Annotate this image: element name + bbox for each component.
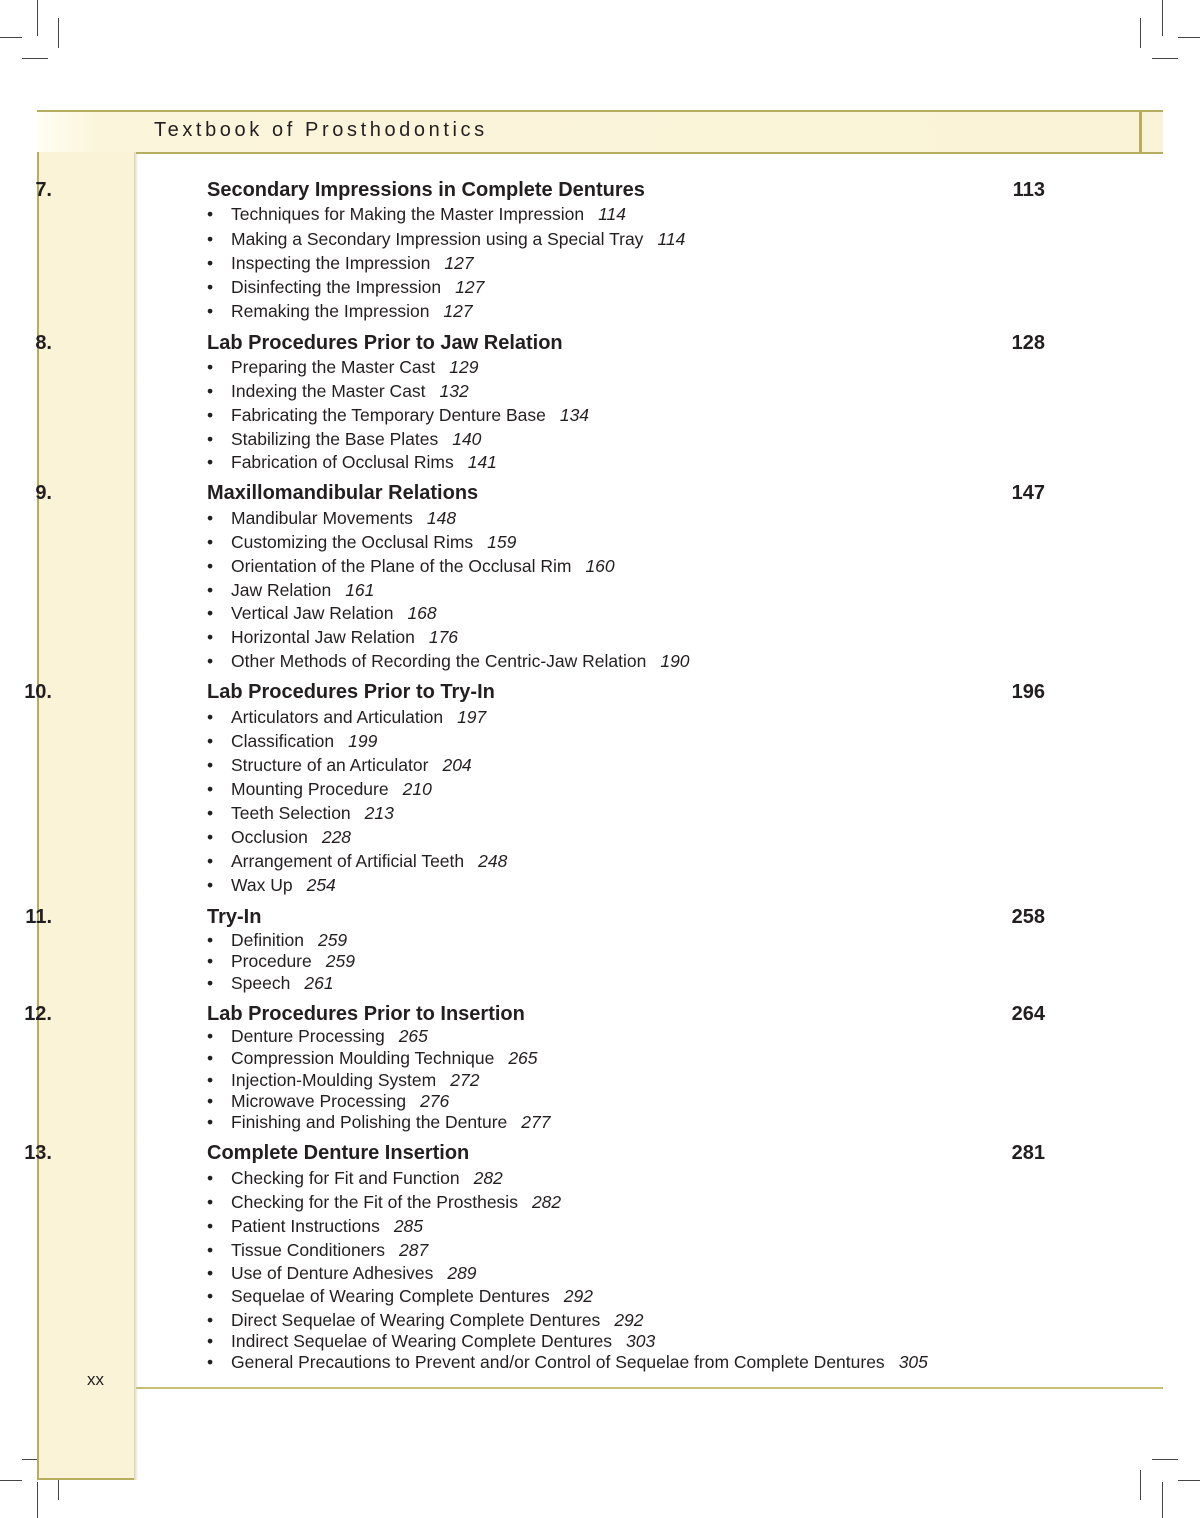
bullet-icon: • bbox=[207, 930, 214, 950]
bullet-icon: • bbox=[207, 301, 214, 321]
toc-entry[interactable] bbox=[207, 803, 394, 824]
entry-page: 261 bbox=[304, 973, 334, 993]
running-header-title: Textbook of Prosthodontics bbox=[154, 119, 488, 141]
bullet-icon: • bbox=[207, 452, 214, 472]
bullet-icon: • bbox=[207, 951, 214, 971]
chapter-title[interactable]: Maxillomandibular Relations bbox=[207, 482, 479, 504]
toc-entry[interactable] bbox=[207, 973, 334, 994]
chapter-number: 7. bbox=[35, 179, 52, 201]
entry-page: 148 bbox=[426, 508, 457, 528]
entry-page: 272 bbox=[450, 1070, 480, 1090]
toc-entry[interactable] bbox=[207, 851, 507, 872]
bullet-icon: • bbox=[207, 827, 214, 847]
entry-page: 210 bbox=[402, 779, 432, 799]
bullet-icon: • bbox=[207, 1026, 214, 1046]
chapter-title[interactable]: Secondary Impressions in Complete Dentures bbox=[207, 179, 645, 201]
entry-page: 159 bbox=[487, 532, 517, 552]
entry-page: 134 bbox=[559, 405, 590, 425]
toc-entry[interactable] bbox=[207, 204, 626, 225]
toc-entry[interactable] bbox=[207, 1310, 644, 1331]
entry-page: 127 bbox=[444, 253, 474, 273]
entry-title: Structure of an Articulator bbox=[231, 755, 429, 775]
entry-title: Sequelae of Wearing Complete Dentures bbox=[231, 1286, 550, 1306]
entry-title: Customizing the Occlusal Rims bbox=[231, 532, 474, 552]
entry-page: 228 bbox=[321, 827, 352, 847]
entry-title: Classification bbox=[231, 731, 335, 751]
entry-title: Definition bbox=[231, 930, 304, 950]
entry-title: Remaking the Impression bbox=[231, 301, 430, 321]
bullet-icon: • bbox=[207, 1216, 214, 1236]
chapter-title[interactable]: Lab Procedures Prior to Try-In bbox=[207, 681, 495, 703]
header-rule bbox=[136, 152, 1163, 154]
entry-page: 292 bbox=[614, 1310, 644, 1330]
bullet-icon: • bbox=[207, 779, 214, 799]
bullet-icon: • bbox=[207, 1240, 214, 1260]
bullet-icon: • bbox=[207, 651, 214, 671]
bullet-icon: • bbox=[207, 556, 214, 576]
entry-title: Use of Denture Adhesives bbox=[231, 1263, 434, 1283]
bullet-icon: • bbox=[207, 253, 214, 273]
chapter-number: 10. bbox=[24, 681, 52, 703]
toc-entry[interactable] bbox=[207, 452, 497, 473]
toc-entry[interactable] bbox=[207, 508, 456, 529]
bullet-icon: • bbox=[207, 803, 214, 823]
bullet-icon: • bbox=[207, 1091, 214, 1111]
toc-entry[interactable] bbox=[207, 1026, 428, 1047]
bullet-icon: • bbox=[207, 532, 214, 552]
entry-page: 176 bbox=[428, 627, 459, 647]
entry-page: 265 bbox=[508, 1048, 538, 1068]
toc-entry[interactable] bbox=[207, 405, 589, 426]
entry-page: 127 bbox=[455, 277, 485, 297]
chapter-page: 128 bbox=[1011, 332, 1045, 354]
crop-mark bbox=[1152, 58, 1178, 59]
crop-mark bbox=[1162, 1482, 1163, 1518]
entry-page: 292 bbox=[563, 1286, 593, 1306]
entry-title: Techniques for Making the Master Impression bbox=[231, 204, 585, 224]
entry-title: Articulators and Articulation bbox=[231, 707, 444, 727]
entry-title: Compression Moulding Technique bbox=[231, 1048, 495, 1068]
bullet-icon: • bbox=[207, 229, 214, 249]
chapter-number: 12. bbox=[24, 1003, 52, 1025]
crop-mark bbox=[37, 1482, 38, 1518]
chapter-page: 196 bbox=[1011, 681, 1045, 703]
entry-page: 248 bbox=[478, 851, 508, 871]
page-number: xx bbox=[87, 1370, 104, 1389]
entry-title: Vertical Jaw Relation bbox=[231, 603, 394, 623]
toc-entry[interactable] bbox=[207, 731, 377, 752]
bullet-icon: • bbox=[207, 1192, 214, 1212]
toc-entry[interactable] bbox=[207, 1192, 561, 1213]
bullet-icon: • bbox=[207, 1352, 214, 1372]
bullet-icon: • bbox=[207, 851, 214, 871]
chapter-number: 11. bbox=[25, 906, 52, 928]
bullet-icon: • bbox=[207, 1168, 214, 1188]
chapter-number: 8. bbox=[35, 332, 52, 354]
entry-title: Checking for Fit and Function bbox=[231, 1168, 460, 1188]
chapter-page: 113 bbox=[1012, 179, 1045, 201]
entry-title: Mounting Procedure bbox=[231, 779, 389, 799]
entry-page: 197 bbox=[457, 707, 487, 727]
entry-title: Speech bbox=[231, 973, 291, 993]
entry-page: 259 bbox=[325, 951, 355, 971]
chapter-title[interactable]: Complete Denture Insertion bbox=[207, 1142, 470, 1164]
entry-page: 114 bbox=[598, 204, 626, 224]
entry-title: Injection-Moulding System bbox=[231, 1070, 437, 1090]
chapter-number: 9. bbox=[35, 482, 52, 504]
entry-title: Jaw Relation bbox=[231, 580, 332, 600]
entry-title: Inspecting the Impression bbox=[231, 253, 431, 273]
entry-page: 141 bbox=[467, 452, 497, 472]
bullet-icon: • bbox=[207, 1331, 214, 1351]
entry-page: 161 bbox=[345, 580, 375, 600]
toc-entry[interactable] bbox=[207, 603, 437, 624]
entry-page: 254 bbox=[306, 875, 336, 895]
entry-title: Fabrication of Occlusal Rims bbox=[231, 452, 454, 472]
header-rule bbox=[1139, 110, 1142, 153]
bullet-icon: • bbox=[207, 381, 214, 401]
entry-title: Microwave Processing bbox=[231, 1091, 407, 1111]
entry-page: 213 bbox=[364, 803, 394, 823]
toc-entry[interactable] bbox=[207, 229, 685, 250]
chapter-number: 13. bbox=[24, 1142, 52, 1164]
entry-page: 132 bbox=[439, 381, 469, 401]
entry-title: Checking for the Fit of the Prosthesis bbox=[231, 1192, 518, 1212]
entry-page: 287 bbox=[399, 1240, 429, 1260]
entry-page: 168 bbox=[407, 603, 437, 623]
toc-entry[interactable] bbox=[207, 755, 472, 776]
crop-mark bbox=[1140, 1470, 1141, 1500]
bullet-icon: • bbox=[207, 429, 214, 449]
entry-page: 199 bbox=[348, 731, 378, 751]
toc-entry[interactable] bbox=[207, 1091, 449, 1112]
toc-entry[interactable] bbox=[207, 875, 336, 896]
entry-title: Wax Up bbox=[231, 875, 293, 895]
toc-entry[interactable] bbox=[207, 930, 347, 951]
entry-page: 277 bbox=[521, 1112, 551, 1132]
entry-title: Occlusion bbox=[231, 827, 308, 847]
crop-mark bbox=[37, 0, 38, 36]
entry-title: Arrangement of Artificial Teeth bbox=[231, 851, 465, 871]
entry-page: 160 bbox=[585, 556, 615, 576]
margin-band bbox=[37, 152, 137, 1480]
crop-mark bbox=[0, 37, 22, 38]
chapter-title[interactable]: Lab Procedures Prior to Jaw Relation bbox=[207, 332, 563, 354]
entry-page: 114 bbox=[657, 229, 686, 249]
entry-title: Mandibular Movements bbox=[231, 508, 413, 528]
toc-entry[interactable] bbox=[207, 779, 432, 800]
entry-page: 285 bbox=[393, 1216, 424, 1236]
entry-page: 282 bbox=[531, 1192, 562, 1212]
toc-entry[interactable] bbox=[207, 357, 478, 378]
entry-title: Stabilizing the Base Plates bbox=[231, 429, 439, 449]
toc-entry[interactable] bbox=[207, 1048, 538, 1069]
toc-entry[interactable] bbox=[207, 707, 486, 728]
entry-title: Disinfecting the Impression bbox=[231, 277, 442, 297]
toc-entry[interactable] bbox=[207, 651, 690, 672]
entry-title: Indirect Sequelae of Wearing Complete Dentures bbox=[231, 1331, 613, 1351]
entry-title: Orientation of the Plane of the Occlusal Rim bbox=[231, 556, 572, 576]
toc-entry[interactable] bbox=[207, 827, 351, 848]
margin-band-shadow bbox=[134, 152, 138, 1480]
toc-entry[interactable] bbox=[207, 429, 481, 450]
bullet-icon: • bbox=[207, 627, 214, 647]
entry-title: Indexing the Master Cast bbox=[231, 381, 426, 401]
crop-mark bbox=[58, 18, 59, 48]
entry-page: 140 bbox=[452, 429, 482, 449]
toc-entry[interactable] bbox=[207, 1286, 593, 1307]
entry-title: Denture Processing bbox=[231, 1026, 385, 1046]
chapter-page: 281 bbox=[1011, 1142, 1045, 1164]
bullet-icon: • bbox=[207, 603, 214, 623]
entry-title: Finishing and Polishing the Denture bbox=[231, 1112, 508, 1132]
entry-page: 282 bbox=[473, 1168, 503, 1188]
bullet-icon: • bbox=[207, 277, 214, 297]
entry-title: Other Methods of Recording the Centric-Jaw Relation bbox=[231, 651, 647, 671]
footer-rule bbox=[136, 1387, 1163, 1389]
entry-title: Fabricating the Temporary Denture Base bbox=[231, 405, 546, 425]
crop-mark bbox=[1162, 0, 1163, 36]
crop-mark bbox=[1140, 18, 1141, 48]
crop-mark bbox=[0, 1480, 22, 1481]
entry-title: Making a Secondary Impression using a Special Tray bbox=[231, 229, 644, 249]
toc-entry[interactable] bbox=[207, 381, 469, 402]
bullet-icon: • bbox=[207, 973, 214, 993]
toc-entry[interactable] bbox=[207, 1216, 423, 1237]
bullet-icon: • bbox=[207, 580, 214, 600]
toc-entry[interactable] bbox=[207, 532, 516, 553]
bullet-icon: • bbox=[207, 1070, 214, 1090]
bullet-icon: • bbox=[207, 1286, 214, 1306]
bullet-icon: • bbox=[207, 357, 214, 377]
entry-page: 289 bbox=[447, 1263, 477, 1283]
toc-entry[interactable] bbox=[207, 253, 474, 274]
entry-title: General Precautions to Prevent and/or Control of Sequelae from Complete Dentures bbox=[231, 1352, 885, 1372]
entry-title: Teeth Selection bbox=[231, 803, 351, 823]
toc-entry[interactable] bbox=[207, 1070, 479, 1091]
toc-entry[interactable] bbox=[207, 1352, 928, 1373]
chapter-page: 264 bbox=[1011, 1003, 1045, 1025]
entry-page: 127 bbox=[443, 301, 473, 321]
entry-page: 204 bbox=[442, 755, 472, 775]
entry-page: 303 bbox=[626, 1331, 656, 1351]
bullet-icon: • bbox=[207, 405, 214, 425]
toc-entry[interactable] bbox=[207, 1331, 655, 1352]
toc-entry[interactable] bbox=[207, 1112, 551, 1133]
crop-mark bbox=[1178, 1480, 1200, 1481]
crop-mark bbox=[22, 58, 48, 59]
chapter-page: 258 bbox=[1011, 906, 1045, 928]
bullet-icon: • bbox=[207, 1310, 214, 1330]
entry-page: 129 bbox=[449, 357, 479, 377]
toc-entry[interactable] bbox=[207, 556, 615, 577]
toc-entry[interactable] bbox=[207, 951, 355, 972]
bullet-icon: • bbox=[207, 508, 214, 528]
crop-mark bbox=[1152, 1459, 1178, 1460]
toc-entry[interactable] bbox=[207, 1263, 477, 1284]
toc-entry[interactable] bbox=[207, 1240, 428, 1261]
entry-page: 259 bbox=[317, 930, 348, 950]
crop-mark bbox=[1178, 37, 1200, 38]
chapter-page: 147 bbox=[1011, 482, 1045, 504]
bullet-icon: • bbox=[207, 731, 214, 751]
bullet-icon: • bbox=[207, 1112, 214, 1132]
bullet-icon: • bbox=[207, 707, 214, 727]
toc-entry[interactable] bbox=[207, 1168, 503, 1189]
entry-title: Tissue Conditioners bbox=[231, 1240, 386, 1260]
toc-entry[interactable] bbox=[207, 627, 458, 648]
toc-entry[interactable] bbox=[207, 580, 374, 601]
toc-entry[interactable] bbox=[207, 277, 484, 298]
chapter-title[interactable]: Lab Procedures Prior to Insertion bbox=[207, 1003, 525, 1025]
entry-title: Horizontal Jaw Relation bbox=[231, 627, 415, 647]
entry-page: 305 bbox=[898, 1352, 928, 1372]
entry-page: 276 bbox=[420, 1091, 450, 1111]
entry-title: Preparing the Master Cast bbox=[231, 357, 436, 377]
bullet-icon: • bbox=[207, 204, 214, 224]
entry-title: Procedure bbox=[231, 951, 312, 971]
chapter-title[interactable]: Try-In bbox=[207, 906, 262, 928]
toc-entry[interactable] bbox=[207, 301, 473, 322]
bullet-icon: • bbox=[207, 1263, 214, 1283]
bullet-icon: • bbox=[207, 755, 214, 775]
bullet-icon: • bbox=[207, 875, 214, 895]
entry-title: Direct Sequelae of Wearing Complete Dentures bbox=[231, 1310, 601, 1330]
entry-page: 190 bbox=[660, 651, 690, 671]
bullet-icon: • bbox=[207, 1048, 214, 1068]
entry-title: Patient Instructions bbox=[231, 1216, 380, 1236]
entry-page: 265 bbox=[398, 1026, 428, 1046]
